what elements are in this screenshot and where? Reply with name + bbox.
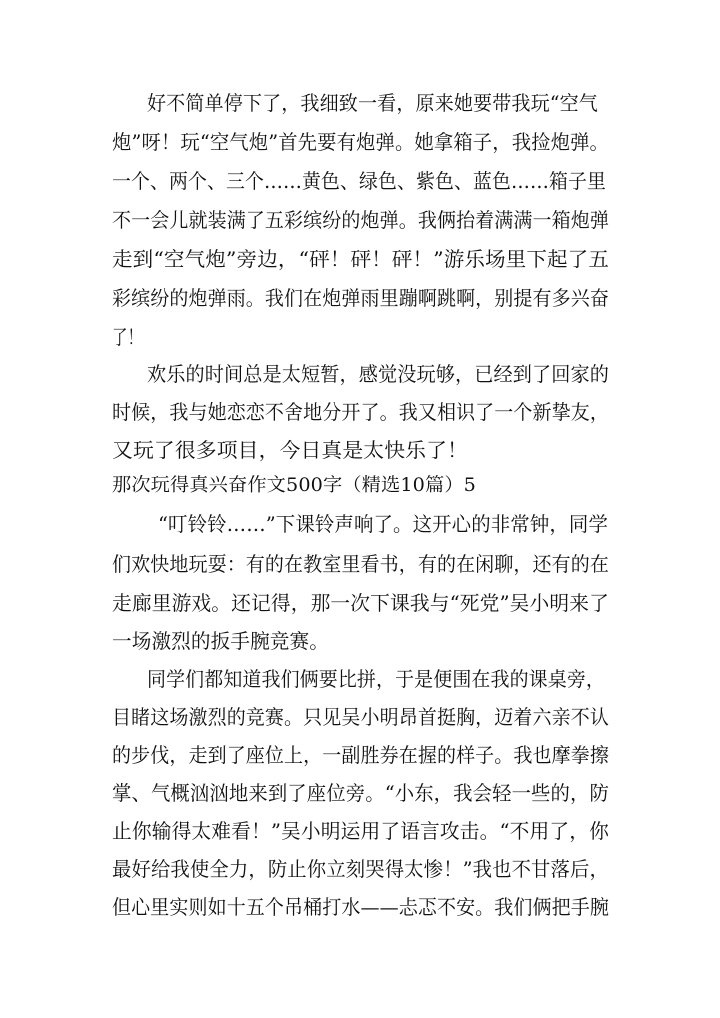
text-line: 不一会儿就装满了五彩缤纷的炮弹。我俩抬着满满一箱炮弹 bbox=[112, 208, 610, 232]
text-line: 最好给我使全力，防止你立刻哭得太惨！”我也不甘落后， bbox=[112, 857, 609, 881]
text-line: 炮”呀！玩“空气炮”首先要有炮弹。她拿箱子，我捡炮弹。 bbox=[112, 130, 609, 154]
text-line: 止你输得太难看！”吴小明运用了语言攻击。“不用了，你 bbox=[112, 819, 609, 843]
text-line: 同学们都知道我们俩要比拼，于是便围在我的课桌旁， bbox=[147, 667, 605, 691]
text-line: 又玩了很多项目，今日真是太快乐了！ bbox=[112, 438, 468, 462]
text-line: 彩缤纷的炮弹雨。我们在炮弹雨里蹦啊跳啊，别提有多兴奋 bbox=[112, 286, 610, 310]
text-line: 一场激烈的扳手腕竞赛。 bbox=[112, 629, 329, 653]
text-line: 好不简单停下了，我细致一看，原来她要带我玩“空气 bbox=[147, 91, 598, 115]
text-line: 掌、气概汹汹地来到了座位旁。“小东，我会轻一些的，防 bbox=[112, 781, 609, 805]
section-heading: 那次玩得真兴奋作文500字（精选10篇）5 bbox=[112, 475, 476, 496]
text-line: 目睹这场激烈的竞赛。只见吴小明昂首挺胸，迈着六亲不认 bbox=[112, 705, 610, 729]
text-line: 们欢快地玩耍：有的在教室里看书，有的在闲聊，还有的在 bbox=[112, 552, 610, 576]
text-line: 走廊里游戏。还记得，那一次下课我与“死党”吴小明来了 bbox=[112, 591, 609, 615]
text-line: 一个、两个、三个……黄色、绿色、紫色、蓝色……箱子里 bbox=[112, 169, 607, 193]
text-line: “叮铃铃……”下课铃声响了。这开心的非常钟，同学 bbox=[158, 512, 608, 536]
text-line: 时候，我与她恋恋不舍地分开了。我又相识了一个新挚友， bbox=[112, 400, 610, 424]
text-line: 走到“空气炮”旁边，“砰！砰！砰！”游乐场里下起了五 bbox=[112, 247, 609, 271]
text-line: 的步伐，走到了座位上，一副胜券在握的样子。我也摩拳擦 bbox=[112, 743, 610, 767]
text-line: 了！ bbox=[112, 325, 144, 349]
text-line: 欢乐的时间总是太短暂，感觉没玩够，已经到了回家的 bbox=[147, 362, 610, 386]
text-line: 但心里实则如十五个吊桶打水——忐忑不安。我们俩把手腕 bbox=[112, 895, 610, 919]
